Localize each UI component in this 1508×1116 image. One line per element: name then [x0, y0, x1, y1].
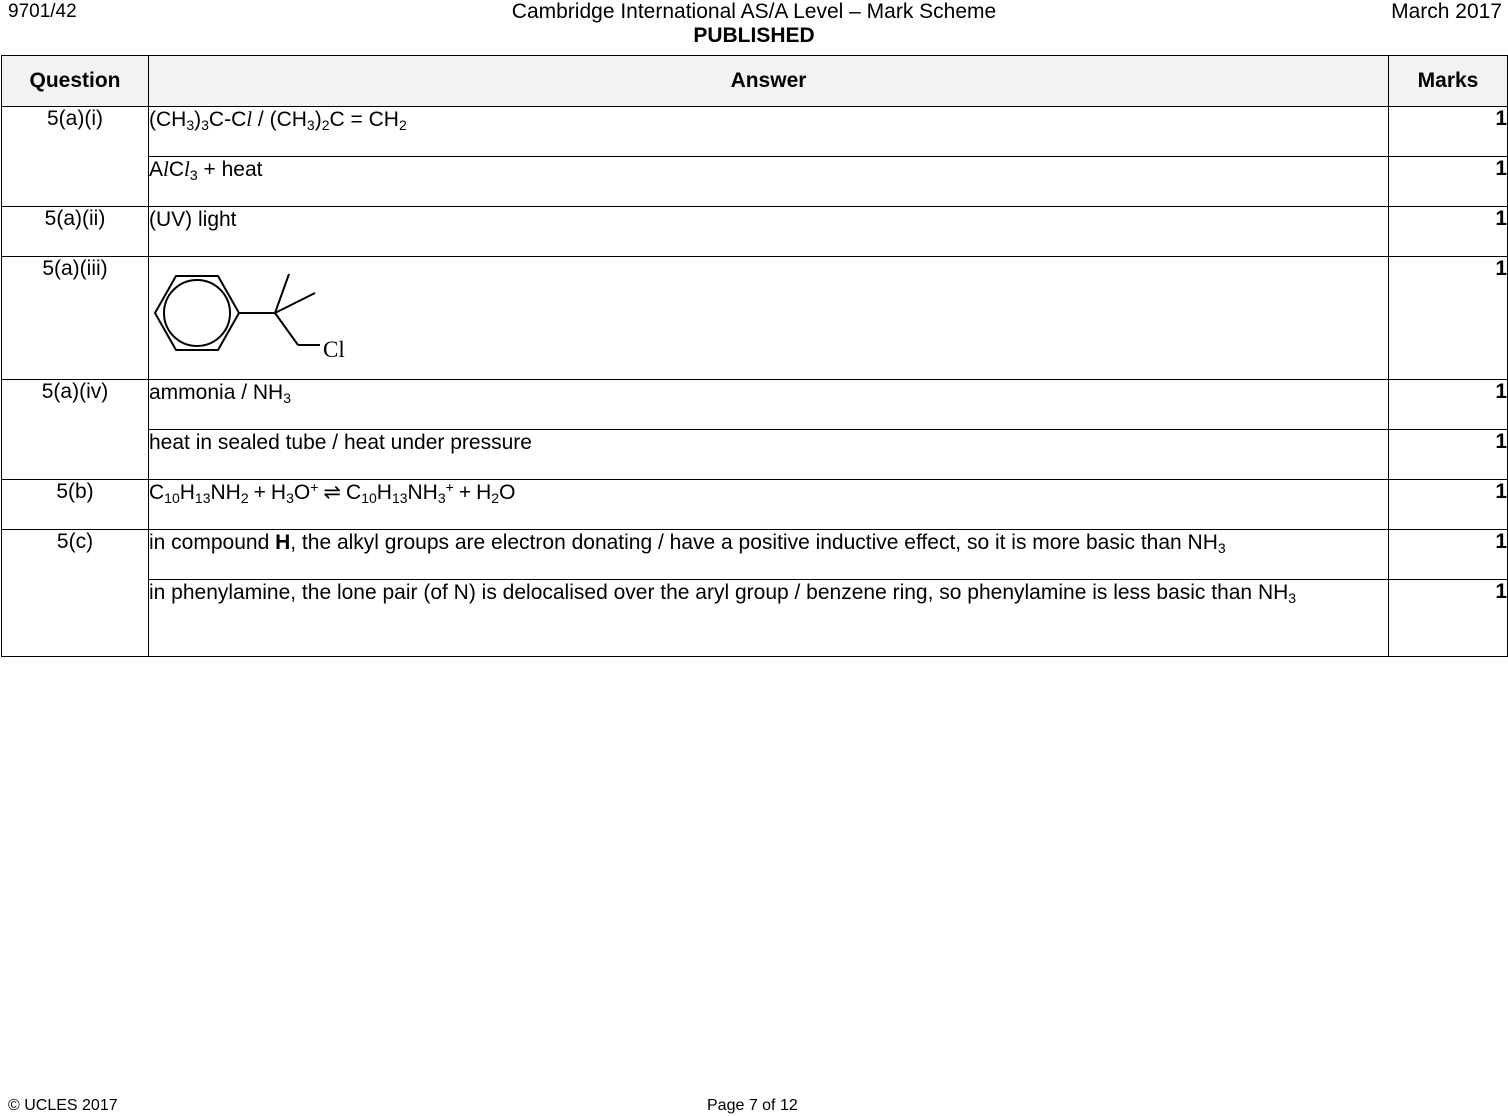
chlorine-label: Cl: [323, 337, 345, 362]
question-number: 5(a)(ii): [2, 207, 149, 257]
ch2-bond: [275, 313, 298, 345]
copyright-notice: © UCLES 2017: [8, 1097, 118, 1114]
marks-column-header: Marks: [1389, 56, 1508, 107]
answer-cell: heat in sealed tube / heat under pressure: [149, 430, 1389, 480]
chemical-structure: [149, 263, 389, 365]
marks-cell: 1: [1389, 157, 1508, 207]
table-row: [2, 580, 1508, 657]
question-number: 5(b): [2, 480, 149, 530]
question-number: 5(a)(i): [2, 107, 149, 207]
answer-cell: ammonia / $NH_3$: [149, 380, 1389, 430]
answer-cell: $C_{10}H_{13}NH_2 + H_3O^+$ ⇌ $C_{10}H_{13}NH_3^+ + H_2O$: [149, 480, 1389, 530]
answer-cell: $(CH_3)_3C-Cl / (CH_3)_2C = CH_2$: [149, 107, 1389, 157]
exam-date: March 2017: [1391, 0, 1502, 23]
table-row: [2, 380, 1508, 430]
marks-cell: 1: [1389, 107, 1508, 157]
page-number: Page 7 of 12: [707, 1097, 798, 1114]
mark-scheme-table: [1, 55, 1508, 657]
aromatic-circle: [164, 280, 230, 346]
document-title: Cambridge International AS/A Level – Mark Scheme: [511, 0, 997, 23]
answer-cell: AlCl$_3$ + heat: [149, 157, 1389, 207]
table-row: [2, 157, 1508, 207]
table-row: [2, 530, 1508, 580]
marks-cell: 1: [1389, 257, 1508, 380]
answer-cell: (UV) light: [149, 207, 1389, 257]
answer-column-header: Answer: [149, 56, 1389, 107]
marks-cell: 1: [1389, 580, 1508, 657]
paper-code: 9701/42: [8, 1, 77, 22]
marks-cell: 1: [1389, 430, 1508, 480]
question-number: 5(a)(iv): [2, 380, 149, 480]
benzene-ring: [155, 276, 239, 350]
published-label: PUBLISHED: [693, 24, 815, 47]
marks-cell: 1: [1389, 380, 1508, 430]
table-row: [2, 257, 1508, 380]
table-row: [2, 207, 1508, 257]
question-column-header: Question: [2, 56, 149, 107]
table-header-row: [2, 56, 1508, 107]
table-row: [2, 430, 1508, 480]
marks-cell: 1: [1389, 480, 1508, 530]
answer-cell: in compound H, the alkyl groups are electron donating / have a positive inductive effect, so it is more basic than $NH_3$: [149, 530, 1389, 580]
marks-cell: 1: [1389, 207, 1508, 257]
question-number: 5(a)(iii): [2, 257, 149, 380]
table-row: [2, 480, 1508, 530]
marks-cell: 1: [1389, 530, 1508, 580]
answer-cell: [149, 257, 1389, 380]
answer-cell: in phenylamine, the lone pair (of N) is delocalised over the aryl group / benzene ring, so phenylamine is less basic than $NH_3$: [149, 580, 1389, 657]
question-number: 5(c): [2, 530, 149, 657]
table-row: [2, 107, 1508, 157]
